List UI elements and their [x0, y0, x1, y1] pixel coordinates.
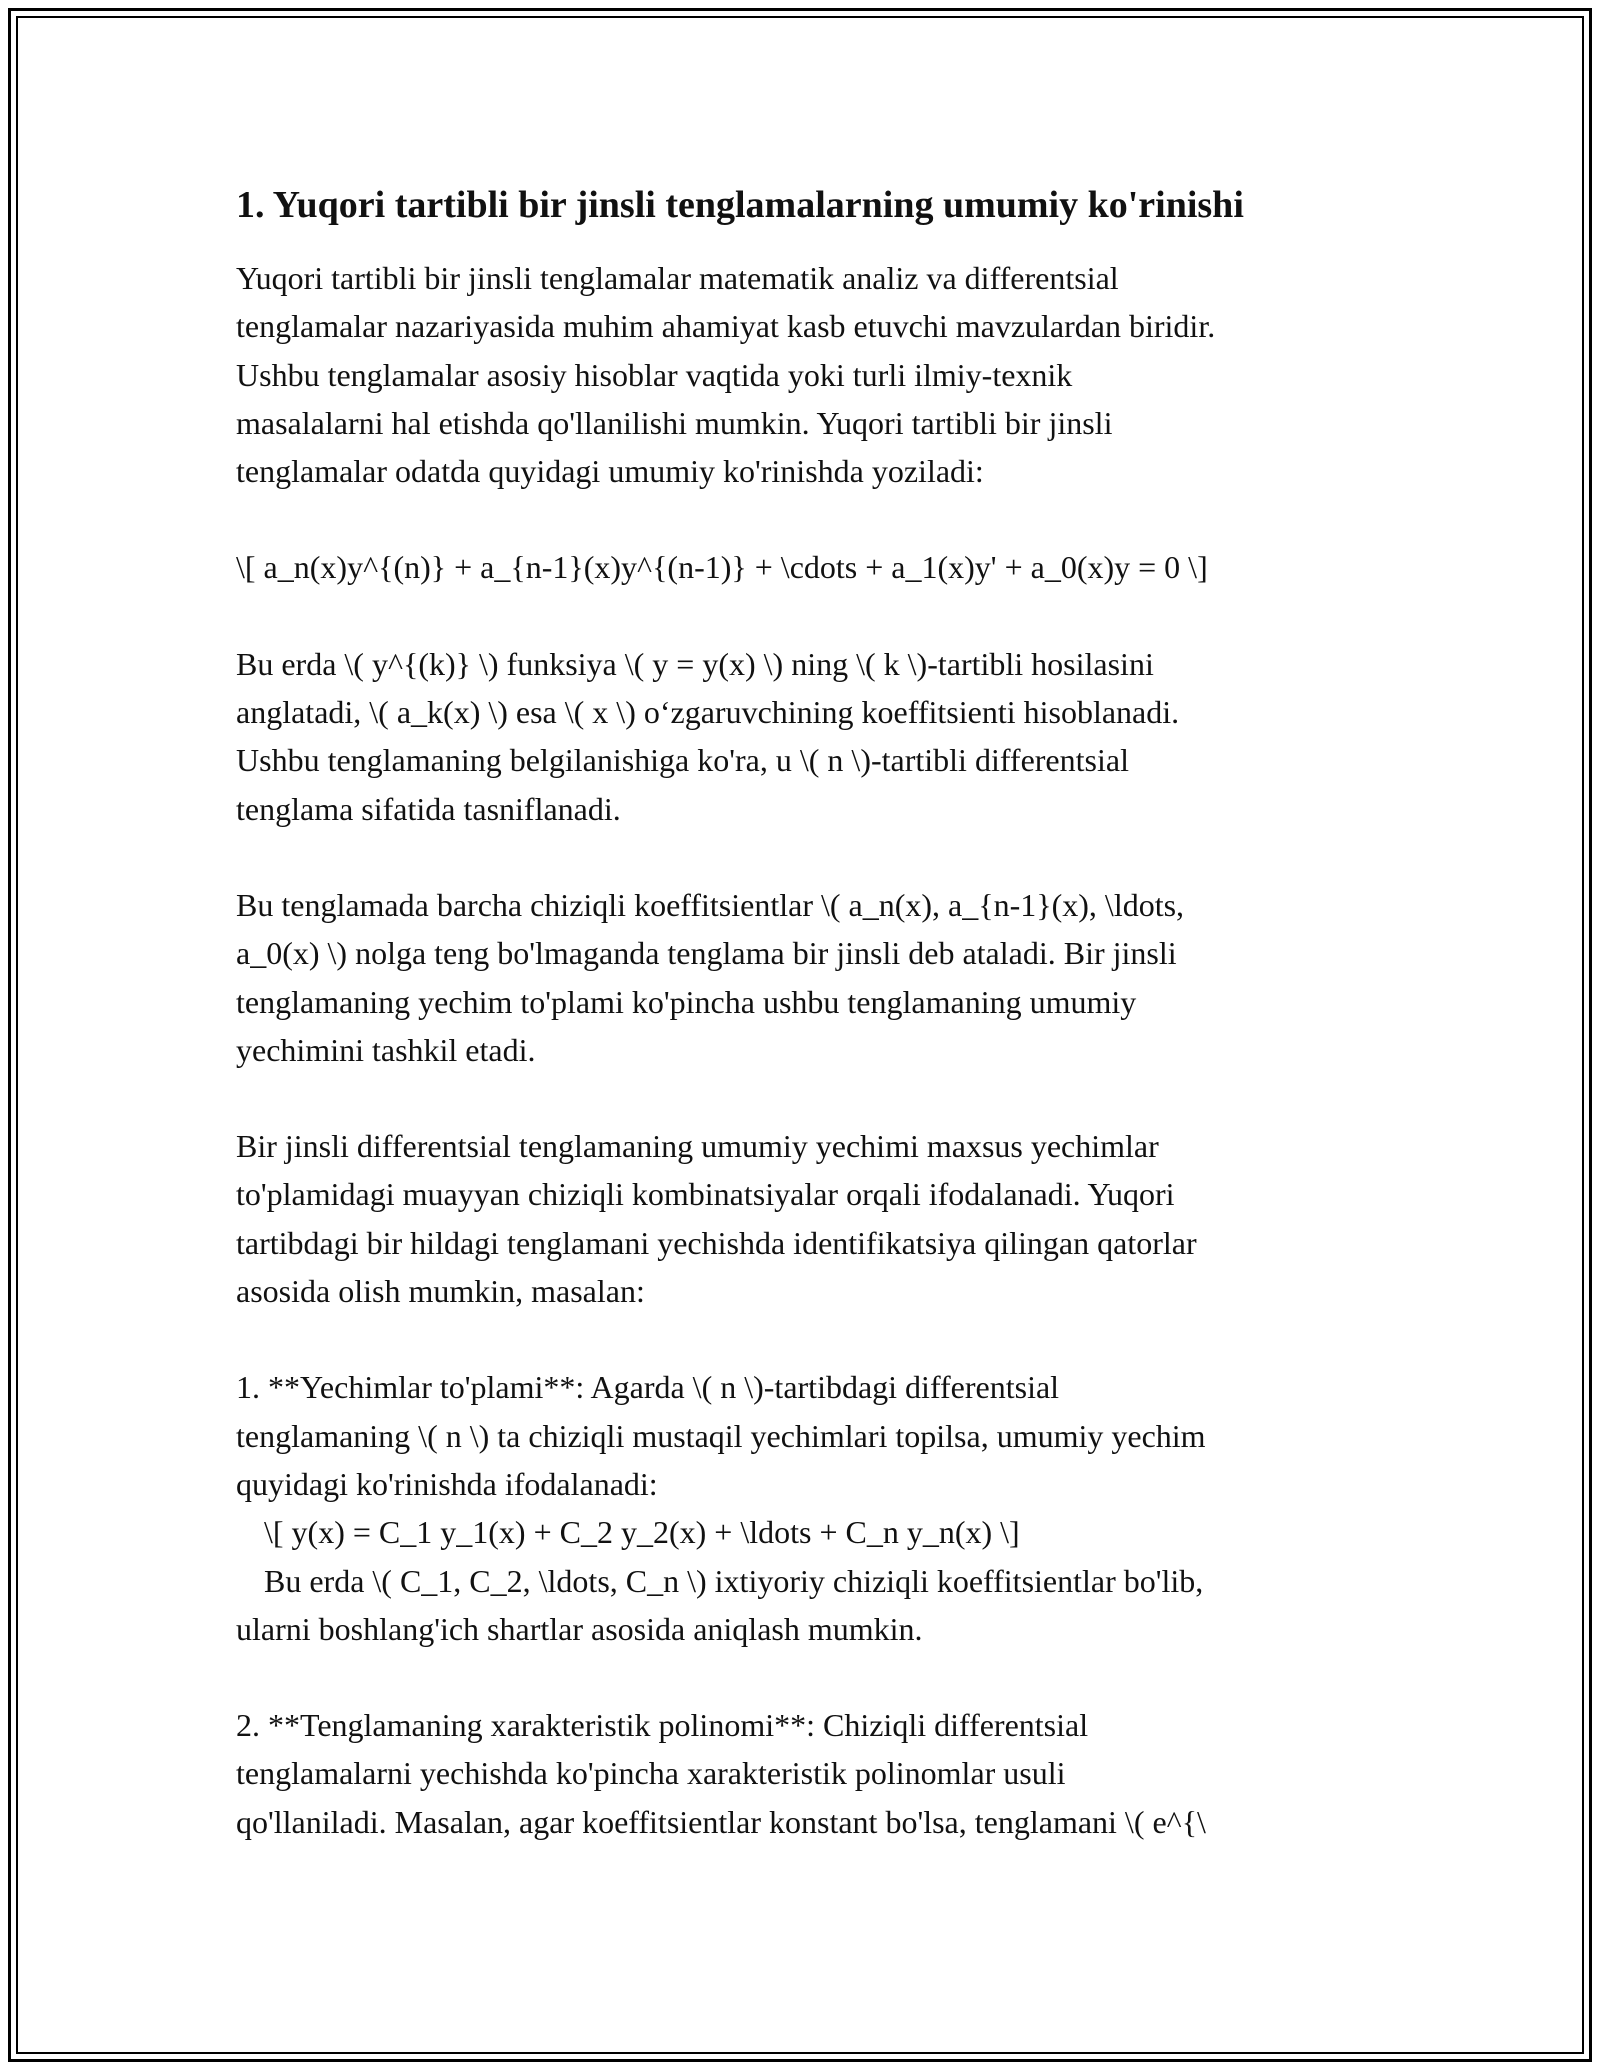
text-line: tenglama sifatida tasniflanadi. — [236, 790, 621, 827]
paragraph-gap — [236, 1074, 1386, 1122]
text-line: quyidagi ko'rinishda ifodalanadi: — [236, 1465, 658, 1502]
text-line: 1. **Yechimlar to'plami**: Agarda \( n \)-tartibdagi differentsial — [236, 1369, 1060, 1406]
text-line: to'plamidagi muayyan chiziqli kombinatsiyalar orqali ifodalanadi. Yuqori — [236, 1176, 1175, 1213]
text-line: yechimini tashkil etadi. — [236, 1031, 536, 1068]
paragraph-gap — [236, 833, 1386, 881]
text-line: tenglamalarni yechishda ko'pincha xarakteristik polinomlar usuli — [236, 1755, 1066, 1792]
list-item-solution-set — [236, 1363, 1386, 1653]
text-line: Bu erda \( y^{(k)} \) funksiya \( y = y(x) \) ning \( k \)-tartibli hosilasini — [236, 645, 1154, 682]
paragraph-gap — [236, 1315, 1386, 1363]
text-line: tenglamalar odatda quyidagi umumiy ko'rinishda yoziladi: — [236, 453, 984, 490]
text-line: 2. **Tenglamaning xarakteristik polinomi**: Chiziqli differentsial — [236, 1707, 1089, 1744]
homogeneity-paragraph — [236, 881, 1386, 1074]
list-item-characteristic-polynomial — [236, 1701, 1386, 1846]
general-solution-paragraph — [236, 1122, 1386, 1315]
text-line: Ushbu tenglamaning belgilanishiga ko'ra, u \( n \)-tartibli differentsial — [236, 742, 1129, 779]
paragraph-gap — [236, 592, 1386, 640]
text-line: Bir jinsli differentsial tenglamaning umumiy yechimi maxsus yechimlar — [236, 1128, 1159, 1165]
text-line: tenglamalar nazariyasida muhim ahamiyat kasb etuvchi mavzulardan biridir. — [236, 308, 1216, 345]
text-line: Yuqori tartibli bir jinsli tenglamalar matematik analiz va differentsial — [236, 260, 1119, 296]
text-line: Bu erda \( C_1, C_2, \ldots, C_n \) ixtiyoriy chiziqli koeffitsientlar bo'lib, — [264, 1562, 1204, 1599]
text-line: masalalarni hal etishda qo'llanilishi mumkin. Yuqori tartibli bir jinsli — [236, 404, 1113, 441]
text-line: tartibdagi bir hildagi tenglamani yechishda identifikatsiya qilingan qatorlar — [236, 1224, 1197, 1261]
intro-paragraph — [236, 254, 1386, 495]
explanation-paragraph — [236, 640, 1386, 833]
document-body — [236, 178, 1386, 1846]
section-heading: 1. Yuqori tartibli bir jinsli tenglamalarning umumiy ko'rinishi — [236, 184, 1244, 226]
paragraph-gap — [236, 495, 1386, 543]
text-line: tenglamaning yechim to'plami ko'pincha ushbu tenglamaning umumiy — [236, 983, 1137, 1020]
text-line: asosida olish mumkin, masalan: — [236, 1273, 645, 1310]
general-formula: \[ a_n(x)y^{(n)} + a_{n-1}(x)y^{(n-1)} + \cdots + a_1(x)y' + a_0(x)y = 0 \] — [236, 549, 1208, 586]
text-line: qo'llaniladi. Masalan, agar koeffitsientlar konstant bo'lsa, tenglamani \( e^{\ — [236, 1803, 1206, 1840]
solution-formula: \[ y(x) = C_1 y_1(x) + C_2 y_2(x) + \ldots + C_n y_n(x) \] — [264, 1514, 1020, 1551]
text-line: a_0(x) \) nolga teng bo'lmaganda tenglama bir jinsli deb ataladi. Bir jinsli — [236, 935, 1177, 972]
text-line: ularni boshlang'ich shartlar asosida aniqlash mumkin. — [236, 1610, 923, 1647]
text-line: anglatadi, \( a_k(x) \) esa \( x \) o‘zgaruvchining koeffitsienti hisoblanadi. — [236, 694, 1180, 731]
text-line: tenglamaning \( n \) ta chiziqli mustaqil yechimlari topilsa, umumiy yechim — [236, 1417, 1206, 1454]
text-line: Bu tenglamada barcha chiziqli koeffitsientlar \( a_n(x), a_{n-1}(x), \ldots, — [236, 886, 1185, 923]
paragraph-gap — [236, 1653, 1386, 1701]
text-line: Ushbu tenglamalar asosiy hisoblar vaqtida yoki turli ilmiy-texnik — [236, 356, 1073, 393]
